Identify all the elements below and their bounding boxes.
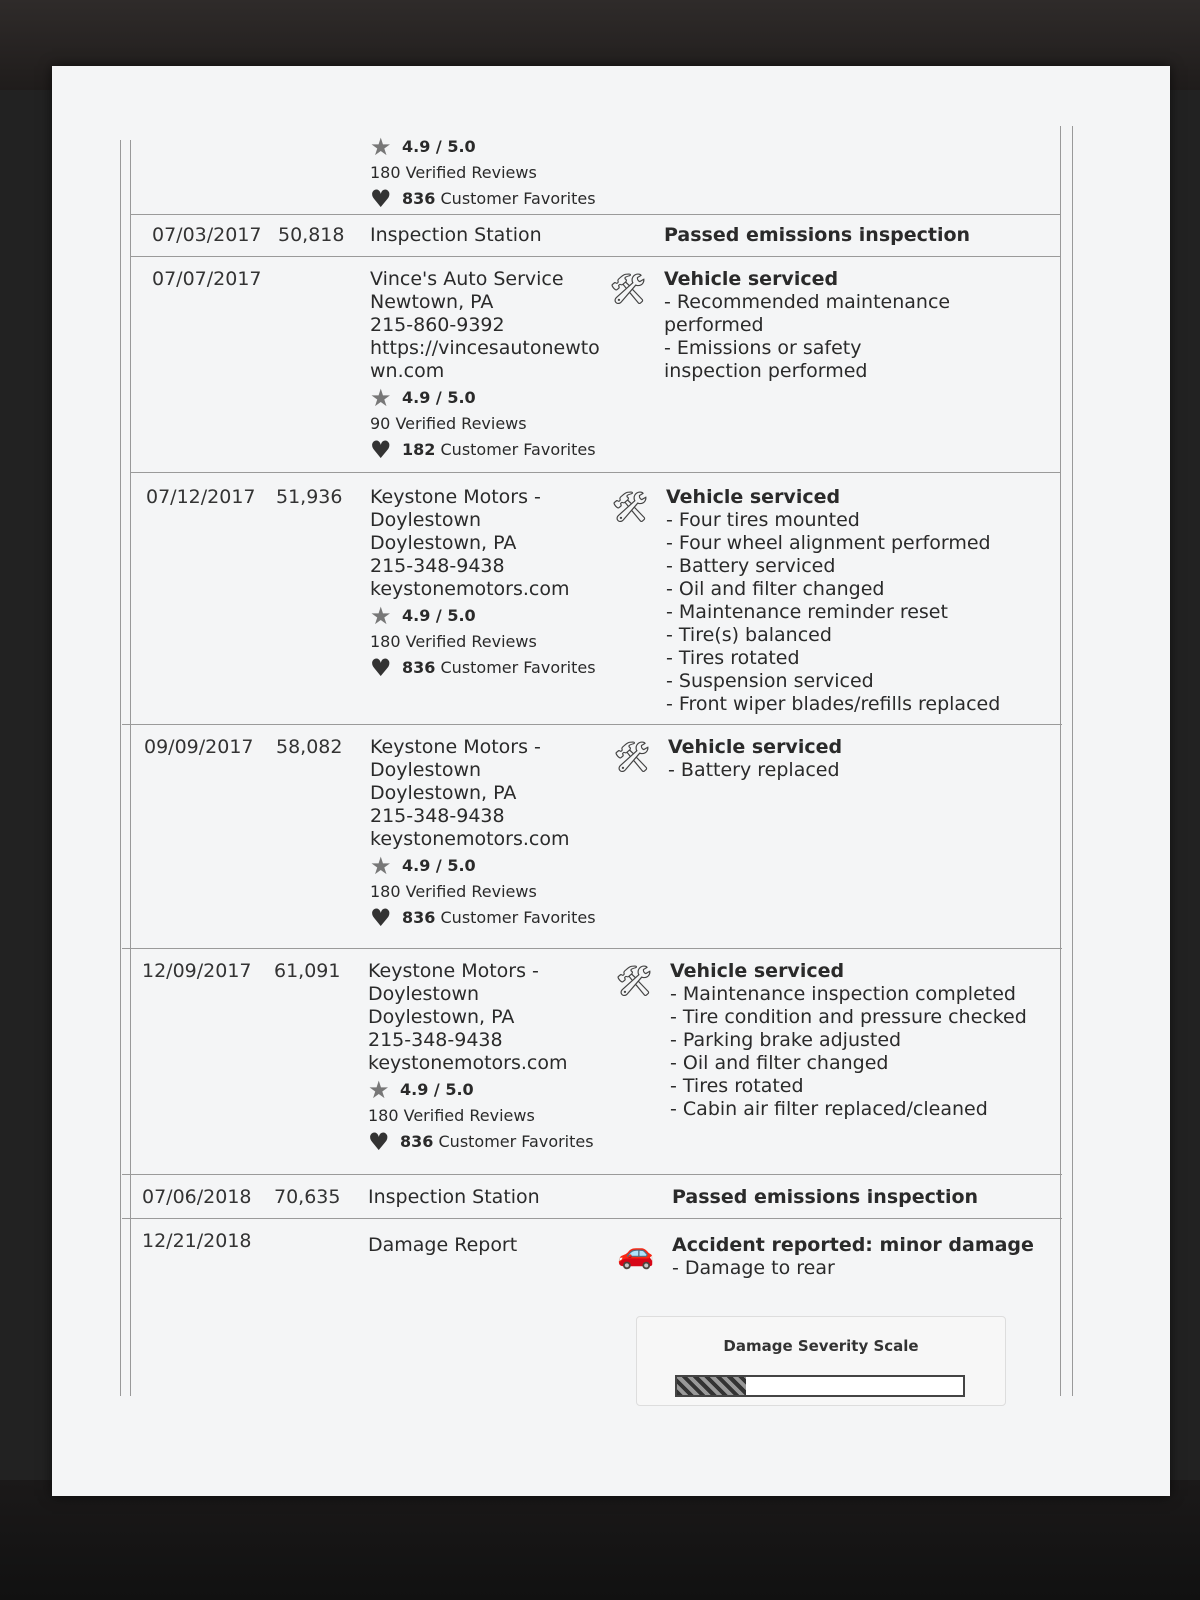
- rating: ★ 4.9 / 5.0: [368, 1075, 474, 1104]
- customer-favorites: ♥ 836 Customer Favorites: [370, 903, 596, 932]
- record-comments: Vehicle serviced - Battery replaced: [668, 736, 842, 782]
- record-source: Inspection Station: [368, 1186, 540, 1208]
- record-mileage: 50,818: [278, 224, 345, 246]
- verified-reviews: 180 Verified Reviews: [370, 632, 537, 651]
- damage-severity-scale: [636, 1316, 1006, 1406]
- heart-icon: ♥: [370, 903, 392, 932]
- record-source: Vince's Auto Service Newtown, PA 215-860-9392 https://vincesautonewto wn.com ★ 4.9 / 5.0 90 Verified Reviews ♥ 182 Customer Favorites: [370, 268, 600, 464]
- customer-favorites: ♥ 836 Customer Favorites: [370, 653, 596, 682]
- damage-severity-bar: [675, 1375, 965, 1397]
- verified-reviews: 180 Verified Reviews: [370, 163, 537, 182]
- record-comments: Vehicle serviced - Maintenance inspection completed - Tire condition and pressure checked - Parking brake adjusted - Oil and filter changed - Tires rotated - Cabin air filter replaced/cleaned: [670, 960, 1027, 1121]
- table-left-border-inner: [130, 140, 131, 1396]
- row-divider: [122, 1174, 1062, 1175]
- row-divider: [130, 256, 1060, 257]
- record-mileage: 70,635: [274, 1186, 341, 1208]
- rating: ★ 4.9 / 5.0: [370, 383, 476, 412]
- wrench-screwdriver-icon: 🛠: [614, 964, 654, 999]
- rating: ★ 4.9 / 5.0: [370, 601, 476, 630]
- star-icon: ★: [370, 383, 392, 412]
- record-mileage: 58,082: [276, 736, 343, 758]
- record-source: Keystone Motors - Doylestown Doylestown, PA 215-348-9438 keystonemotors.com ★ 4.9 / 5.0 180 Verified Reviews ♥ 836 Customer Favorites: [370, 486, 596, 682]
- row-divider: [130, 214, 1060, 215]
- verified-reviews: 180 Verified Reviews: [370, 882, 537, 901]
- car-damage-icon: 🚗: [617, 1236, 655, 1271]
- row-divider: [122, 948, 1062, 949]
- heart-icon: ♥: [368, 1127, 390, 1156]
- record-date: 12/09/2017: [142, 960, 252, 982]
- record-source: Keystone Motors - Doylestown Doylestown, PA 215-348-9438 keystonemotors.com ★ 4.9 / 5.0 180 Verified Reviews ♥ 836 Customer Favorites: [368, 960, 594, 1156]
- heart-icon: ♥: [370, 184, 392, 213]
- customer-favorites: ♥ 182 Customer Favorites: [370, 435, 596, 464]
- vehicle-history-page: [52, 66, 1170, 1496]
- heart-icon: ♥: [370, 435, 392, 464]
- star-icon: ★: [370, 601, 392, 630]
- damage-severity-label: Damage Severity Scale: [723, 1337, 919, 1355]
- row-divider: [122, 724, 1062, 725]
- row-divider: [130, 472, 1060, 473]
- record-mileage: 61,091: [274, 960, 341, 982]
- record-source: Keystone Motors - Doylestown Doylestown, PA 215-348-9438 keystonemotors.com ★ 4.9 / 5.0 180 Verified Reviews ♥ 836 Customer Favorites: [370, 736, 596, 932]
- record-date: 07/07/2017: [152, 268, 262, 290]
- verified-reviews: 180 Verified Reviews: [368, 1106, 535, 1125]
- table-right-border: [1060, 126, 1061, 1396]
- record-comments: Vehicle serviced - Recommended maintenance performed - Emissions or safety inspection performed: [664, 268, 964, 383]
- record-source: Damage Report: [368, 1234, 518, 1256]
- customer-favorites: ♥ 836 Customer Favorites: [368, 1127, 594, 1156]
- wrench-screwdriver-icon: 🛠: [612, 740, 652, 775]
- rating: ★ 4.9 / 5.0: [370, 851, 476, 880]
- record-date: 07/06/2018: [142, 1186, 252, 1208]
- star-icon: ★: [370, 132, 392, 161]
- record-date: 07/12/2017: [146, 486, 256, 508]
- background-bottom: [0, 1480, 1200, 1600]
- rating: ★ 4.9 / 5.0: [370, 132, 476, 161]
- record-date: 09/09/2017: [144, 736, 254, 758]
- damage-severity-fill: [677, 1377, 746, 1395]
- wrench-screwdriver-icon: 🛠: [610, 490, 650, 525]
- customer-favorites: ♥ 836 Customer Favorites: [370, 184, 596, 213]
- wrench-screwdriver-icon: 🛠: [608, 272, 648, 307]
- star-icon: ★: [370, 851, 392, 880]
- verified-reviews: 90 Verified Reviews: [370, 414, 527, 433]
- record-comments: Accident reported: minor damage - Damage to rear: [672, 1234, 1034, 1280]
- record-date: 12/21/2018: [142, 1230, 252, 1252]
- record-date: 07/03/2017: [152, 224, 262, 246]
- table-left-border: [120, 140, 121, 1396]
- table-right-border-outer: [1072, 126, 1073, 1396]
- record-mileage: 51,936: [276, 486, 343, 508]
- record-comments: Passed emissions inspection: [672, 1186, 979, 1208]
- star-icon: ★: [368, 1075, 390, 1104]
- record-comments: Passed emissions inspection: [664, 224, 971, 246]
- heart-icon: ♥: [370, 653, 392, 682]
- record-comments: Vehicle serviced - Four tires mounted - Four wheel alignment performed - Battery serviced - Oil and filter changed - Maintenance reminder reset - Tire(s) balanced - Tires rotated - Suspension serviced - Front wiper blades/refills replaced: [666, 486, 1000, 716]
- row-divider: [122, 1218, 1062, 1219]
- record-source: Inspection Station: [370, 224, 542, 246]
